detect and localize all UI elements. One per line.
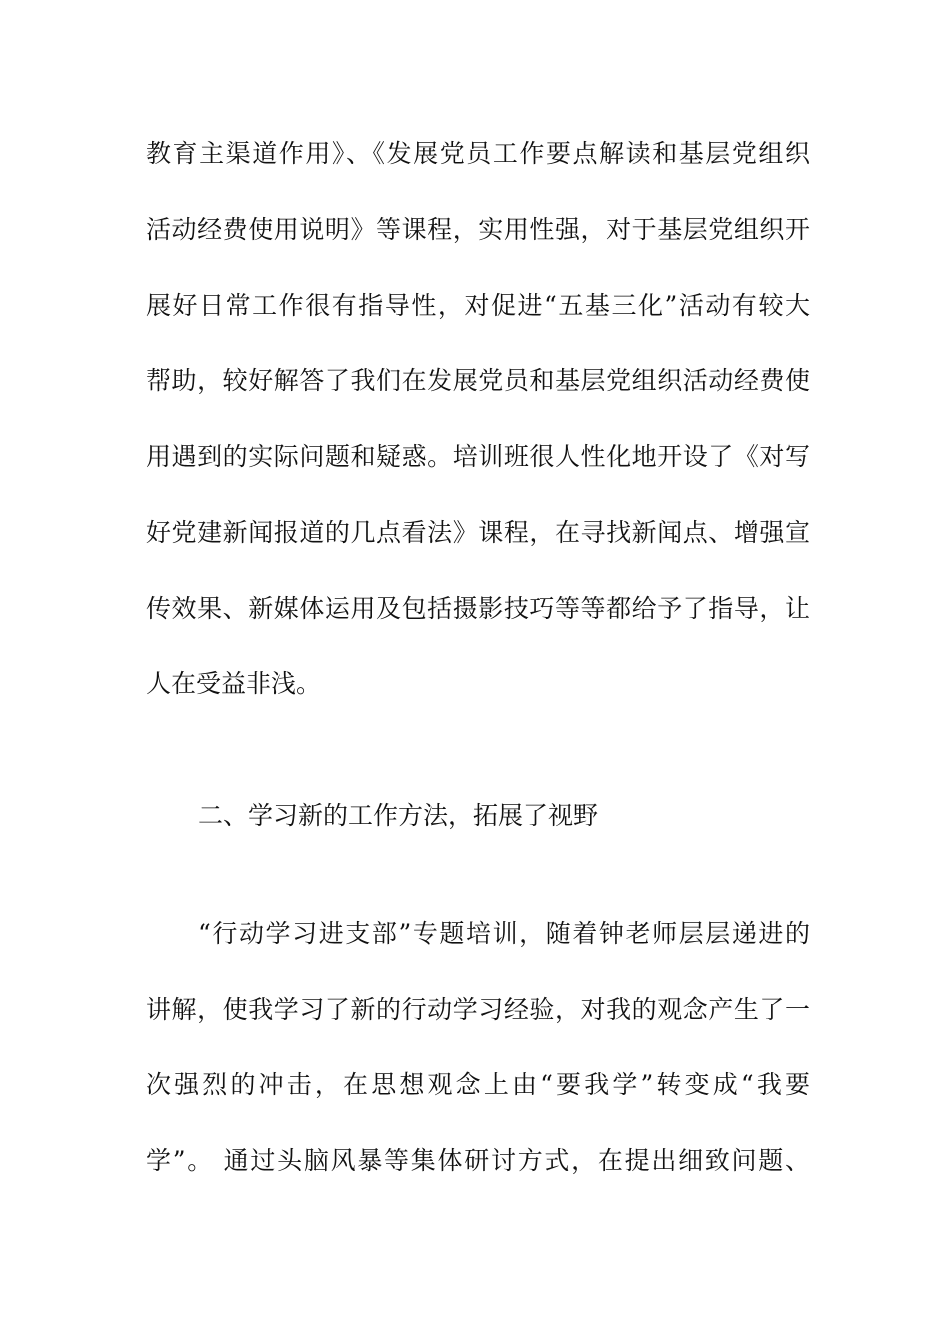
paragraph-line: 讲解，使我学习了新的行动学习经验，对我的观念产生了一 bbox=[146, 995, 810, 1024]
paragraph-line: 活动经费使用说明》等课程，实用性强，对于基层党组织开 bbox=[146, 215, 810, 244]
paragraph-line: 传效果、新媒体运用及包括摄影技巧等等都给予了指导，让 bbox=[146, 594, 810, 623]
paragraph-line: 学”。 通过头脑风暴等集体研讨方式，在提出细致问题、 bbox=[146, 1146, 810, 1175]
section-heading: 二、学习新的工作方法，拓展了视野 bbox=[198, 801, 599, 830]
paragraph-line: 好党建新闻报道的几点看法》课程，在寻找新闻点、增强宣 bbox=[146, 518, 810, 547]
paragraph-line: 用遇到的实际问题和疑惑。培训班很人性化地开设了《对写 bbox=[146, 442, 810, 471]
paragraph-line: 展好日常工作很有指导性，对促进“五基三化”活动有较大 bbox=[146, 291, 810, 320]
paragraph-line: “行动学习进支部”专题培训，随着钟老师层层递进的 bbox=[198, 919, 810, 948]
paragraph-line: 帮助，较好解答了我们在发展党员和基层党组织活动经费使 bbox=[146, 366, 810, 395]
paragraph-line: 人在受益非浅。 bbox=[146, 669, 322, 698]
paragraph-line: 教育主渠道作用》、《发展党员工作要点解读和基层党组织 bbox=[146, 139, 810, 168]
paragraph-line: 次强烈的冲击，在思想观念上由“要我学”转变成“我要 bbox=[146, 1070, 810, 1099]
